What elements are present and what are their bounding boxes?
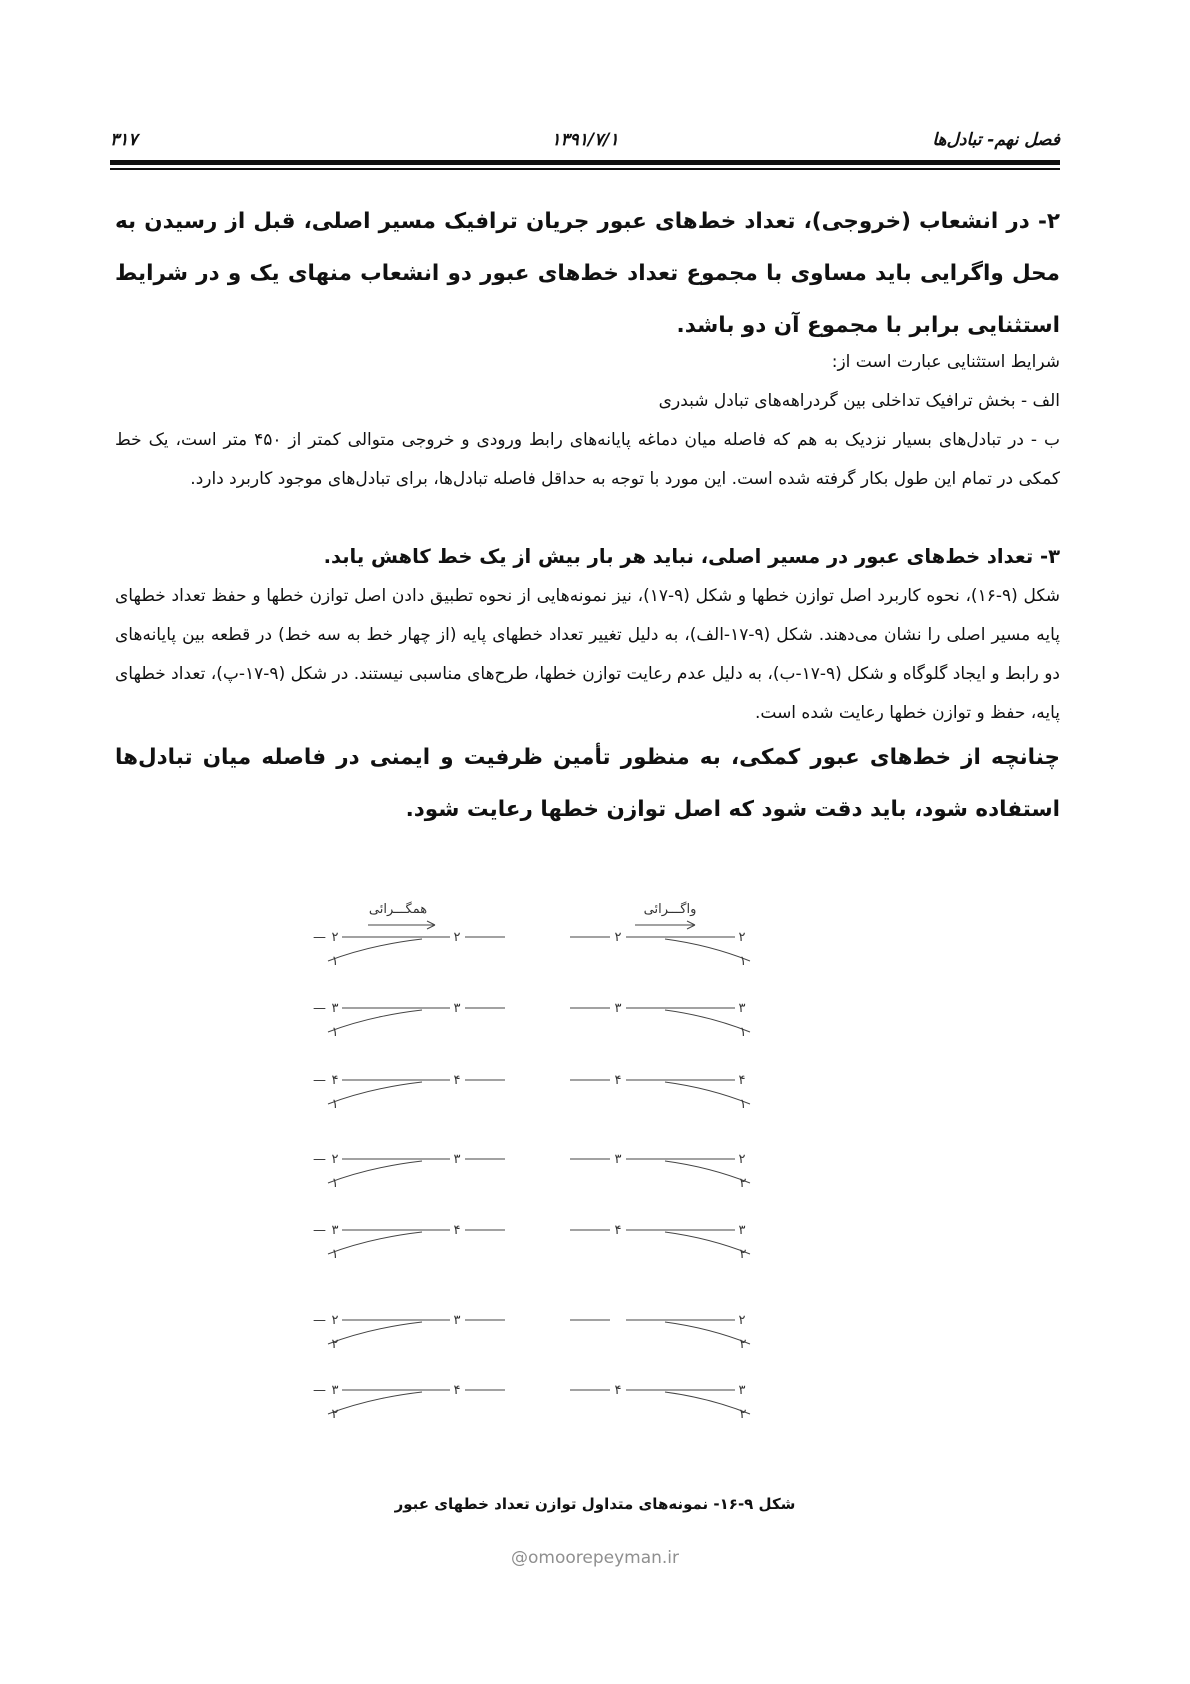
paragraph-rule-3: ۳- تعداد خط‌های عبور در مسیر اصلی، نباید هر بار بیش از یک خط کاهش یابد.	[323, 545, 1060, 568]
right-ramp-curve	[665, 1392, 750, 1414]
right-ramp-curve	[665, 1010, 750, 1032]
left-out-lanes: ۳	[453, 1313, 461, 1328]
row-dash-left: —	[313, 1001, 326, 1016]
left-ramp-lanes: ۲	[331, 1337, 339, 1352]
right-in-lanes: ۴	[614, 1383, 622, 1398]
right-in-lanes: ۴	[614, 1223, 622, 1238]
chapter-title: فصل نهم- تبادل‌ها	[932, 130, 1060, 150]
right-ramp-lanes: ۲	[739, 1337, 747, 1352]
right-ramp-lanes: ۲	[739, 1407, 747, 1422]
row-dash-left: —	[313, 930, 326, 945]
header-date: ۱۳۹۱/۷/۱	[551, 130, 619, 150]
left-ramp-lanes: ۱	[331, 1097, 339, 1112]
left-top-lanes: ۳	[331, 1223, 339, 1238]
left-ramp-lanes: ۱	[331, 1025, 339, 1040]
exceptions-intro: شرایط استثنایی عبارت است از:	[831, 352, 1060, 372]
left-ramp-lanes: ۱	[331, 1247, 339, 1262]
right-in-lanes: ۲	[614, 930, 622, 945]
right-ramp-lanes: ۲	[739, 1176, 747, 1191]
right-ramp-lanes: ۱	[739, 1097, 747, 1112]
left-ramp-lanes: ۱	[331, 1176, 339, 1191]
right-ramp-curve	[665, 1082, 750, 1104]
right-top-lanes: ۲	[738, 930, 746, 945]
left-ramp-curve	[328, 1082, 422, 1104]
right-ramp-curve	[665, 1232, 750, 1254]
left-top-lanes: ۴	[331, 1073, 339, 1088]
figure-caption: شکل ۹-۱۶- نمونه‌های متداول توازن تعداد خطهای عبور	[394, 1495, 796, 1513]
row-dash-left: —	[313, 1313, 326, 1328]
right-top-lanes: ۳	[738, 1223, 746, 1238]
row-dash-left: —	[313, 1223, 326, 1238]
divergence-title: واگـــرائی	[643, 902, 697, 917]
right-top-lanes: ۳	[738, 1383, 746, 1398]
right-top-lanes: ۲	[738, 1313, 746, 1328]
right-ramp-curve	[665, 1161, 750, 1183]
header-rule-thin	[110, 168, 1060, 170]
left-ramp-curve	[328, 1010, 422, 1032]
lane-balance-figure	[310, 895, 850, 1485]
right-ramp-lanes: ۱	[739, 954, 747, 969]
right-top-lanes: ۳	[738, 1001, 746, 1016]
right-top-lanes: ۴	[738, 1073, 746, 1088]
right-in-lanes: ۳	[614, 1001, 622, 1016]
page-header	[110, 128, 1060, 164]
left-top-lanes: ۲	[331, 930, 339, 945]
watermark-url: @omoorepeyman.ir	[510, 1548, 680, 1568]
row-dash-left: —	[313, 1383, 326, 1398]
page-number: ۳۱۷	[110, 130, 138, 150]
left-ramp-curve	[328, 1392, 422, 1414]
figure-reference-paragraph: شکل (۹-۱۶)، نحوه کاربرد اصل توازن خطها و شکل (۹-۱۷)، نیز نمونه‌هایی از نحوه تطبیق دادن اصل توازن خطها و حفظ تعداد خطهای پایه مسیر اصلی را نشان می‌دهند. شکل (۹-۱۷-الف)، به دلیل تغییر تعداد خطهای پایه (از چهار خط به سه خط) در قطعه بین پایانه‌های دو رابط و ایجاد گلوگاه و شکل (۹-۱۷-ب)، به دلیل عدم رعایت توازن خطها، طرح‌های مناسبی نیستند. در شکل (۹-۱۷-پ)، تعداد خطهای پایه، حفظ و توازن خطها رعایت شده است.	[115, 586, 1061, 723]
auxiliary-lanes-paragraph: چنانچه از خط‌های عبور کمکی، به منظور تأمین ظرفیت و ایمنی در فاصله میان تبادل‌ها استفاده شود، باید دقت شود که اصل توازن خطها رعایت شود.	[115, 745, 1060, 822]
left-top-lanes: ۲	[331, 1152, 339, 1167]
row-dash-left: —	[313, 1152, 326, 1167]
left-ramp-curve	[328, 1322, 422, 1344]
right-ramp-curve	[665, 1322, 750, 1344]
left-out-lanes: ۴	[453, 1383, 461, 1398]
row-dash-left: —	[313, 1073, 326, 1088]
exception-item-b: ب - در تبادل‌های بسیار نزدیک به هم که فاصله میان دماغه پایانه‌های رابط ورودی و خروجی متوالی کمتر از ۴۵۰ متر است، یک خط کمکی در تمام این طول بکار گرفته شده است. این مورد با توجه به حداقل فاصله تبادل‌ها، برای تبادل‌های موجود کاربرد دارد.	[115, 430, 1060, 489]
right-ramp-lanes: ۲	[739, 1247, 747, 1262]
left-ramp-lanes: ۲	[331, 1407, 339, 1422]
right-ramp-lanes: ۱	[739, 1025, 747, 1040]
left-ramp-curve	[328, 1161, 422, 1183]
right-in-lanes: ۴	[614, 1073, 622, 1088]
left-out-lanes: ۲	[453, 930, 461, 945]
left-out-lanes: ۳	[453, 1001, 461, 1016]
left-top-lanes: ۳	[331, 1383, 339, 1398]
left-ramp-lanes: ۱	[331, 954, 339, 969]
right-top-lanes: ۲	[738, 1152, 746, 1167]
right-in-lanes: ۳	[614, 1152, 622, 1167]
left-out-lanes: ۴	[453, 1223, 461, 1238]
lane-balance-diagram	[310, 895, 850, 1485]
convergence-title: همگـــرائی	[368, 902, 428, 917]
left-ramp-curve	[328, 939, 422, 961]
left-ramp-curve	[328, 1232, 422, 1254]
right-ramp-curve	[665, 939, 750, 961]
paragraph-rule-2: ۲- در انشعاب (خروجی)، تعداد خط‌های عبور جریان ترافیک مسیر اصلی، قبل از رسیدن به محل واگرایی باید مساوی با مجموع تعداد خط‌های عبور دو انشعاب منهای یک و در شرایط استثنایی برابر با مجموع آن دو باشد.	[115, 209, 1060, 338]
left-out-lanes: ۴	[453, 1073, 461, 1088]
left-top-lanes: ۳	[331, 1001, 339, 1016]
left-out-lanes: ۳	[453, 1152, 461, 1167]
left-top-lanes: ۲	[331, 1313, 339, 1328]
exception-item-a: الف - بخش ترافیک تداخلی بین گردراهه‌های تبادل شبدری	[658, 391, 1060, 411]
header-rule-thick	[110, 160, 1060, 165]
